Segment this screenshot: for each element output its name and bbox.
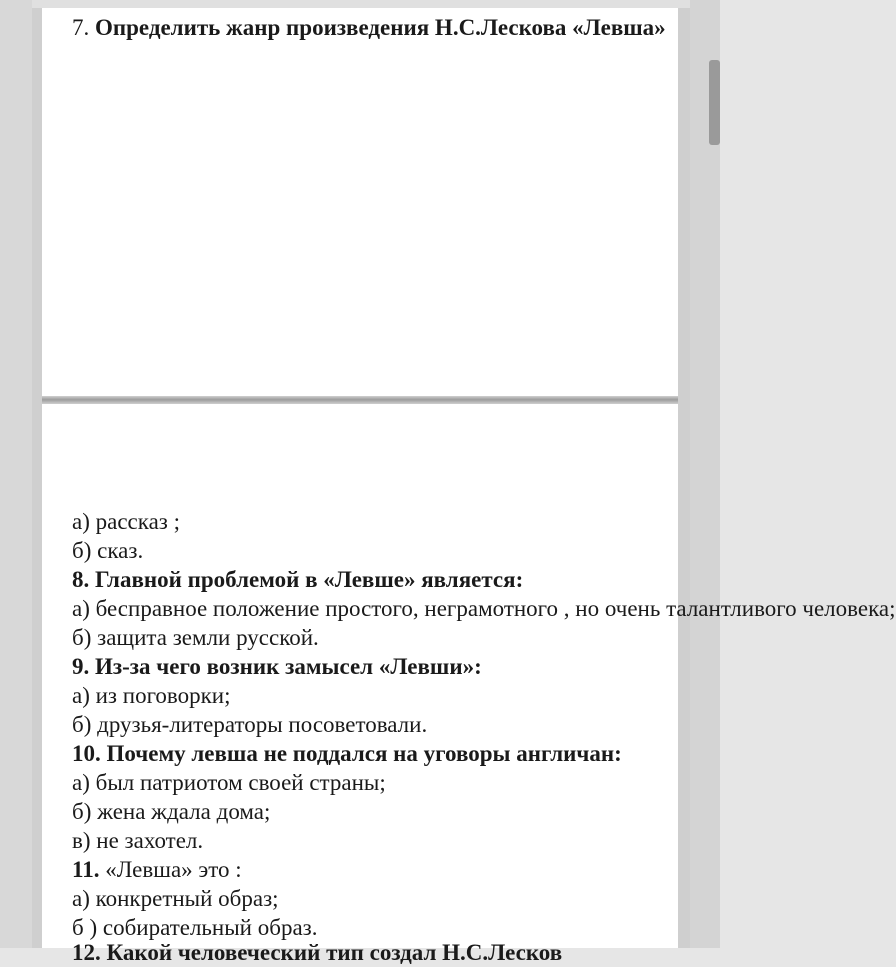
question-10: 10. Почему левша не поддался на уговоры англичан:: [72, 741, 622, 766]
answer-11a: а) конкретный образ;: [72, 886, 279, 911]
answer-9b: б) друзья-литераторы посоветовали.: [72, 712, 428, 737]
answer-10b: б) жена ждала дома;: [72, 799, 271, 824]
page-break-gap: [42, 396, 678, 404]
answer-8b: б) защита земли русской.: [72, 625, 319, 650]
question-7-separator: .: [83, 15, 95, 40]
vertical-scrollbar-thumb[interactable]: [709, 60, 720, 145]
answer-11b: б ) собирательный образ.: [72, 915, 318, 940]
answer-7b: б) сказ.: [72, 538, 144, 563]
question-11-text: «Левша» это :: [99, 857, 242, 882]
document-page-1: [42, 8, 678, 396]
question-7-number: 7: [72, 15, 84, 40]
question-11-number: 11.: [72, 857, 100, 882]
answer-10c: в) не захотел.: [72, 828, 204, 853]
document-page-2: [42, 404, 896, 965]
answer-8a: а) бесправное положение простого, неграмотного , но очень талантливого человека;: [72, 596, 896, 621]
question-7-text: Определить жанр произведения Н.С.Лескова «Левша»: [95, 15, 666, 40]
answer-10a: а) был патриотом своей страны;: [72, 770, 386, 795]
page-shadow-right: [678, 8, 690, 948]
answer-7a: а) рассказ ;: [72, 509, 181, 534]
question-8: 8. Главной проблемой в «Левше» является:: [72, 567, 524, 592]
question-7: [72, 14, 666, 42]
question-11: [72, 856, 242, 884]
viewer-top-edge: [32, 0, 690, 8]
question-12-cut-off: 12. Какой человеческий тип создал Н.С.Лесков: [72, 940, 563, 965]
page-shadow-left: [32, 8, 42, 948]
answer-9a: а) из поговорки;: [72, 683, 231, 708]
viewer-left-margin: [0, 0, 32, 948]
question-9: 9. Из-за чего возник замысел «Левши»:: [72, 654, 482, 679]
